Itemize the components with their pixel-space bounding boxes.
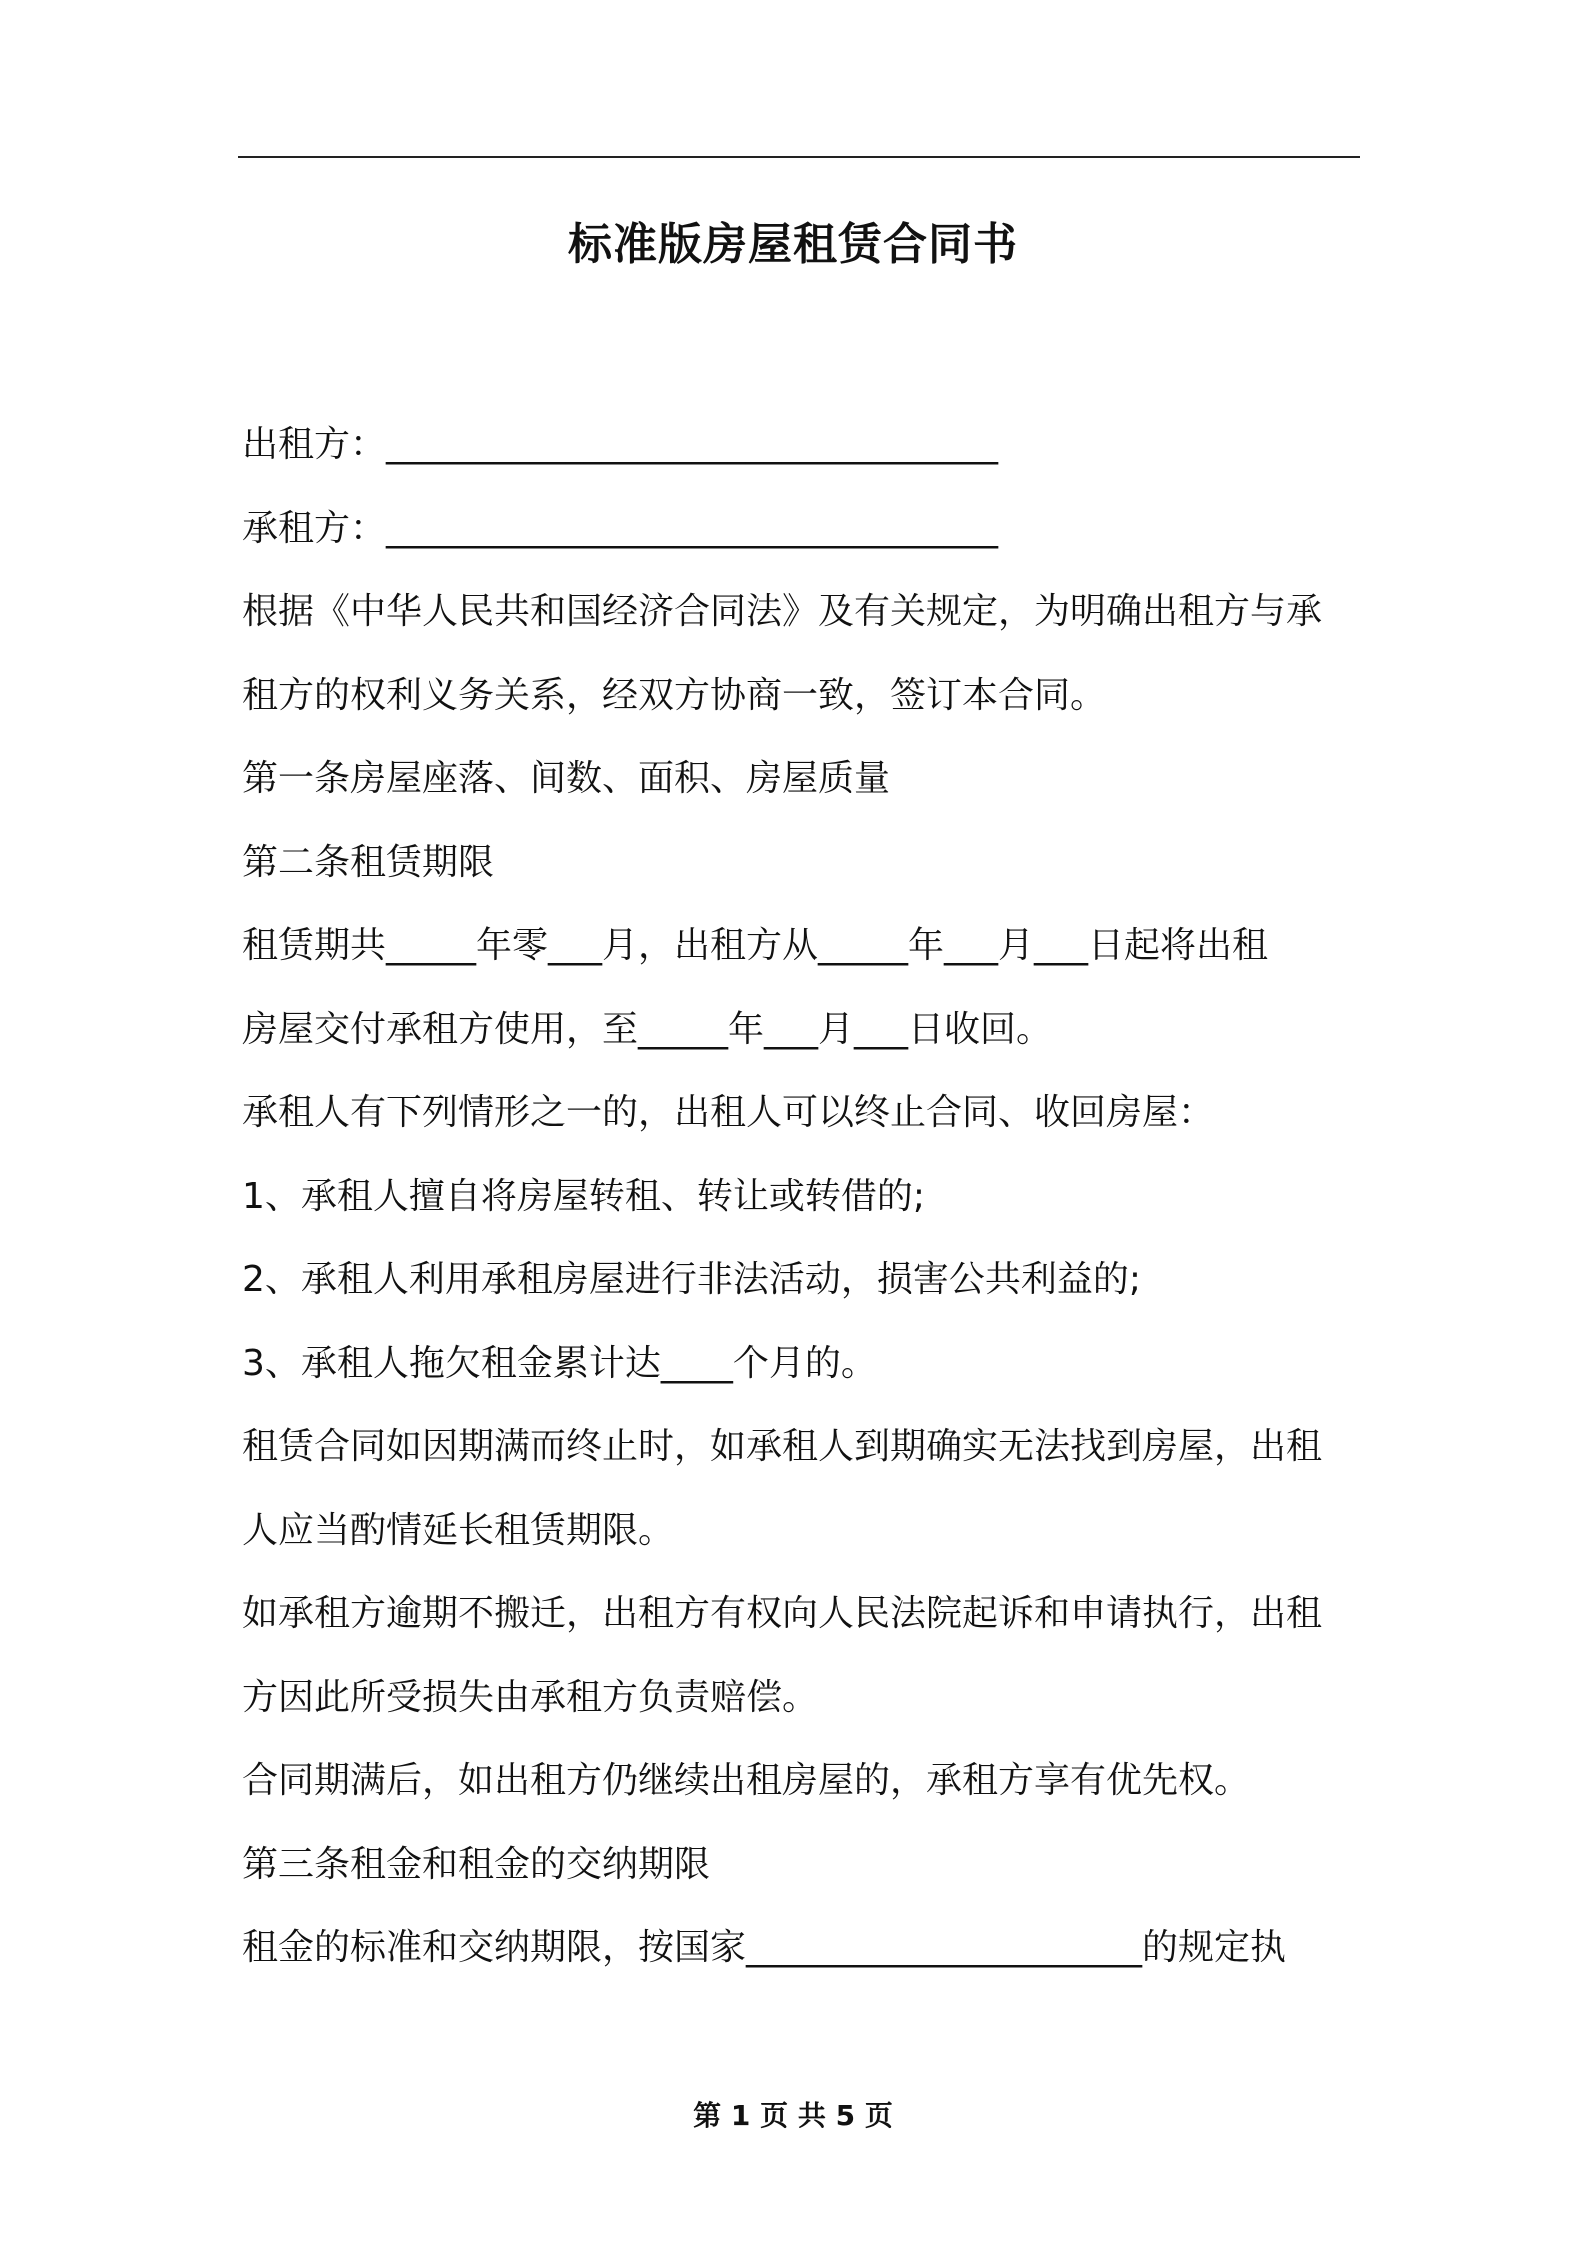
paragraph-line: 方因此所受损失由承租方负责赔偿。 (242, 1676, 819, 1718)
article-heading: 第二条租赁期限 (242, 841, 495, 883)
lessor-line: 出租方：__________________________________ (242, 424, 999, 465)
preamble-line: 根据《中华人民共和国经济合同法》及有关规定，为明确出租方与承 (242, 591, 1323, 632)
paragraph-line: 房屋交付承租方使用，至_____年___月___日收回。 (242, 1008, 1053, 1050)
document-title: 标准版房屋租赁合同书 (568, 219, 1018, 270)
list-item: 2、承租人利用承租房屋进行非法活动，损害公共利益的; (242, 1259, 1142, 1300)
preamble-line: 租方的权利义务关系，经双方协商一致，签订本合同。 (242, 674, 1107, 716)
paragraph-line: 如承租方逾期不搬迁，出租方有权向人民法院起诉和申请执行，出租 (242, 1593, 1323, 1634)
header-rule (238, 156, 1360, 158)
page-number-footer: 第 1 页 共 5 页 (693, 2099, 893, 2132)
list-item: 1、承租人擅自将房屋转租、转让或转借的; (242, 1175, 926, 1217)
paragraph-line: 人应当酌情延长租赁期限。 (242, 1509, 675, 1551)
paragraph-line: 租赁合同如因期满而终止时，如承租人到期确实无法找到房屋，出租 (242, 1426, 1323, 1467)
paragraph-line: 合同期满后，如出租方仍继续出租房屋的，承租方享有优先权。 (242, 1760, 1251, 1801)
paragraph-line: 租金的标准和交纳期限，按国家______________________的规定执 (242, 1927, 1287, 1968)
list-item: 3、承租人拖欠租金累计达____个月的。 (242, 1342, 877, 1384)
article-heading: 第三条租金和租金的交纳期限 (242, 1843, 711, 1885)
contract-body (242, 410, 1358, 1997)
lessee-line: 承租方：__________________________________ (242, 507, 999, 549)
paragraph-line: 承租人有下列情形之一的，出租人可以终止合同、收回房屋： (242, 1092, 1215, 1133)
article-heading: 第一条房屋座落、间数、面积、房屋质量 (242, 758, 891, 799)
paragraph-line: 租赁期共_____年零___月，出租方从_____年___月___日起将出租 (242, 925, 1269, 966)
